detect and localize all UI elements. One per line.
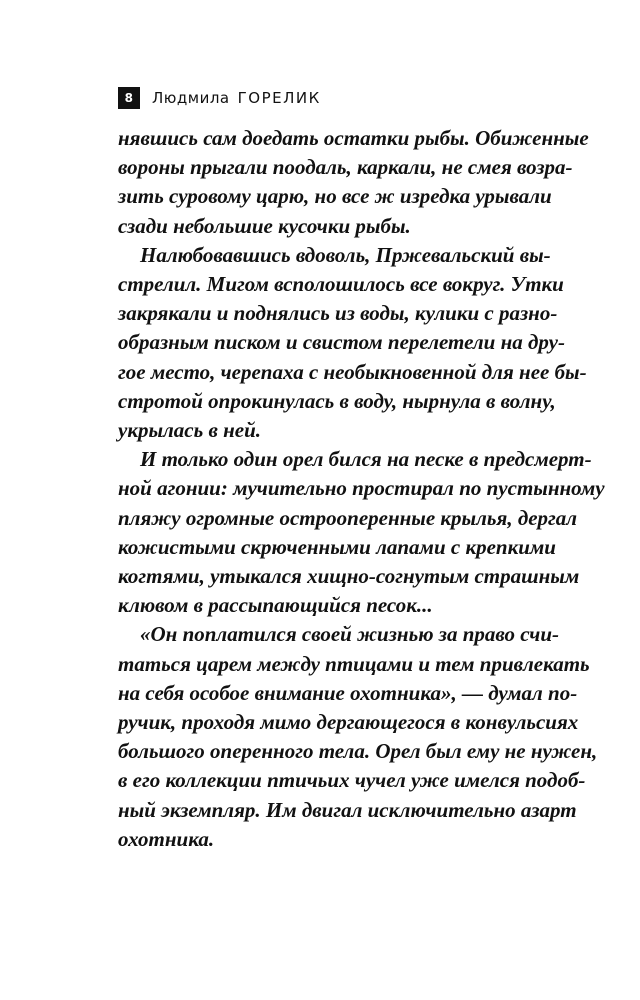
page-number: 8: [118, 87, 140, 109]
author-last-name: ГОРЕЛИК: [237, 89, 321, 107]
paragraph-2: [118, 241, 587, 445]
text-line: вороны прыгали поодаль, каркали, не смея возра-: [118, 155, 573, 180]
text-line: пляжу огромные остроопepенные крылья, дергал: [118, 505, 578, 530]
text-line: зить суровому царю, но все ж изредка урывали: [118, 184, 552, 209]
text-line: ной агонии: мучительно простирал по пустынному: [118, 476, 605, 501]
text-line: охотника.: [118, 826, 215, 851]
text-line: сзади небольшие кусочки рыбы.: [118, 213, 411, 238]
paragraph-3: [118, 445, 605, 620]
text-line: закрякали и поднялись из воды, кулики с разно-: [118, 301, 558, 326]
text-line: Налюбовавшись вдоволь, Пржевальский вы-: [140, 242, 551, 267]
text-line: на себя особое внимание охотника», — думал по-: [118, 680, 578, 705]
text-line: когтями, утыкался хищно-согнутым страшным: [118, 564, 580, 589]
text-line: ручик, проходя мимо дергающегося в конвульсиях: [118, 710, 579, 735]
text-line: гое место, черепаха с необыкновенной для нее бы-: [118, 359, 587, 384]
running-head: [118, 86, 321, 110]
body-text: [118, 124, 605, 854]
paragraph-1: [118, 124, 589, 241]
text-line: нявшись сам доедать остатки рыбы. Обиженные: [118, 126, 589, 150]
text-line: «Он поплатился своей жизнью за право счи-: [140, 622, 559, 647]
text-line: укрылась в ней.: [118, 418, 262, 443]
text-line: в его коллекции птичьих чучел уже имелся подоб-: [118, 768, 586, 793]
text-line: И только один орел бился на песке в предсмерт-: [140, 447, 592, 472]
text-line: стрелил. Мигом всполошилось все вокруг. Утки: [118, 272, 564, 297]
text-line: клювом в рассыпающийся песок...: [118, 593, 433, 618]
text-line: образным писком и свистом перелетели на дру-: [118, 330, 565, 355]
text-line: таться царем между птицами и тем привлекать: [118, 651, 590, 676]
text-line: ный экземпляр. Им двигал исключительно азарт: [118, 797, 577, 822]
text-line: большого оперенного тела. Орел был ему не нужен,: [118, 739, 598, 764]
author-first-name: Людмила: [152, 89, 230, 107]
text-line: стротой опрокинулась в воду, нырнула в волну,: [118, 388, 556, 413]
paragraph-4: [118, 620, 598, 854]
text-line: кожистыми скрюченными лапами с крепкими: [118, 534, 556, 559]
